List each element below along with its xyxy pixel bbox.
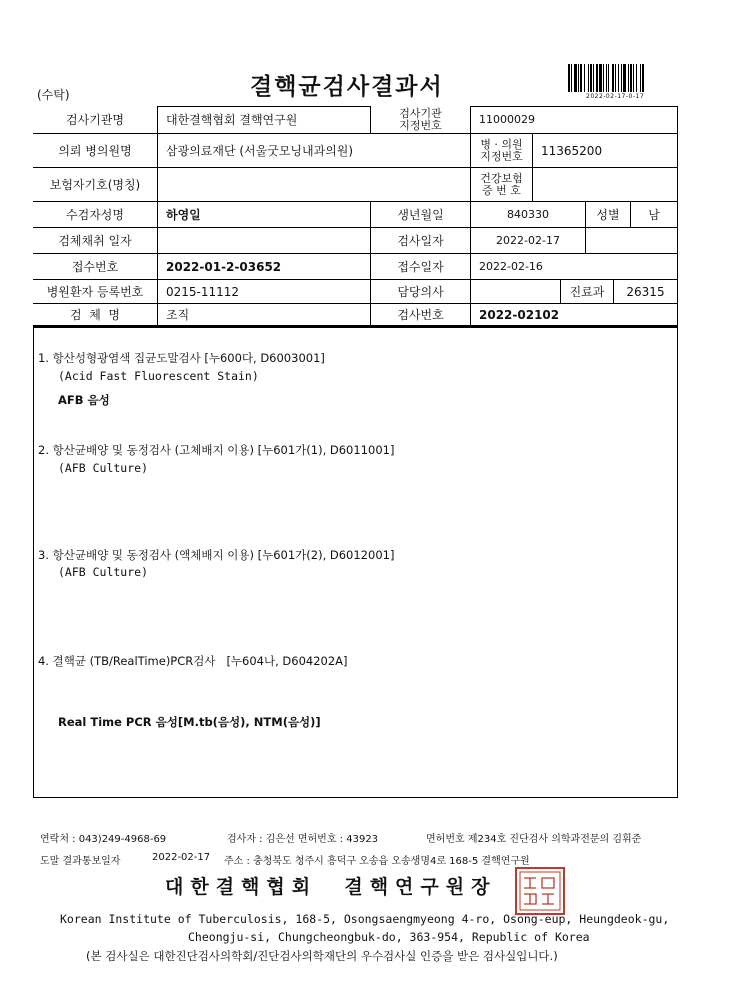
english-address-line-1: Korean Institute of Tuberculosis, 168-5, Osongsaengmyeong 4-ro, Osong-eup, Heungdeok-gu, bbox=[60, 912, 670, 926]
hospital-label: 의뢰 병의원명 bbox=[33, 134, 158, 168]
patient-name-label: 수검자성명 bbox=[33, 202, 158, 228]
insurance-label: 보험자기호(명칭) bbox=[33, 168, 158, 202]
result-3-subtitle: (AFB Culture) bbox=[58, 565, 149, 579]
inst-code-value: 11000029 bbox=[471, 106, 678, 134]
result-1-subtitle: (Acid Fast Fluorescent Stain) bbox=[58, 369, 259, 383]
patient-name-value: 하영일 bbox=[158, 202, 371, 228]
result-2-title: 2. 항산균배양 및 동정검사 (고체배지 이용) [누601가(1), D6011001] bbox=[38, 443, 395, 457]
specimen-label: 검 체 명 bbox=[33, 304, 158, 326]
hosp-code-label-1: 병 · 의원 bbox=[480, 137, 523, 151]
inst-code-label-1: 검사기관 bbox=[399, 106, 442, 120]
receipt-date-label: 접수일자 bbox=[371, 254, 471, 280]
institution-label: 검사기관명 bbox=[33, 106, 158, 134]
birth-date-label: 생년월일 bbox=[371, 202, 471, 228]
result-2-subtitle: (AFB Culture) bbox=[58, 461, 149, 475]
result-1-title: 1. 항산성형광염색 집균도말검사 [누600다, D6003001] bbox=[38, 351, 325, 365]
doctor-value bbox=[471, 280, 561, 304]
hosp-code-label bbox=[471, 134, 533, 168]
doctor-label: 담당의사 bbox=[371, 280, 471, 304]
empty-cell bbox=[586, 228, 678, 254]
results-section bbox=[33, 326, 678, 798]
receipt-date-value: 2022-02-16 bbox=[471, 254, 678, 280]
hosp-code-label-2: 지정번호 bbox=[480, 149, 523, 163]
test-date-label: 검사일자 bbox=[371, 228, 471, 254]
physician-license: 면허번호 제234호 진단검사 의학과전문의 김휘준 bbox=[426, 834, 642, 845]
result-3-title: 3. 항산균배양 및 동정검사 (액체배지 이용) [누601가(2), D6012001] bbox=[38, 548, 395, 562]
official-seal-icon bbox=[514, 866, 566, 916]
result-1-value: AFB 음성 bbox=[58, 393, 110, 407]
health-no-label-2: 증 번 호 bbox=[482, 183, 521, 197]
receipt-number-label: 접수번호 bbox=[33, 254, 158, 280]
birth-date-value: 840330 bbox=[471, 202, 586, 228]
test-date-value: 2022-02-17 bbox=[471, 228, 586, 254]
barcode-icon bbox=[567, 64, 671, 94]
hosp-code-value: 11365200 bbox=[533, 134, 678, 168]
contact-number: 연락처 : 043)249-4968-69 bbox=[40, 834, 167, 845]
receipt-number-value: 2022-01-2-03652 bbox=[158, 254, 371, 280]
department-label: 진료과 bbox=[561, 280, 614, 304]
test-number-value: 2022-02102 bbox=[471, 304, 678, 326]
result-4-title: 4. 결핵균 (TB/RealTime)PCR검사 [누604나, D604202A] bbox=[38, 654, 348, 668]
document-title: 결핵균검사결과서 bbox=[250, 74, 444, 100]
result-4-value: Real Time PCR 음성[M.tb(음성), NTM(음성)] bbox=[58, 715, 321, 729]
health-no-value bbox=[533, 168, 678, 202]
institute-head-title: 대한결핵협회 결핵연구원장 bbox=[165, 876, 497, 898]
request-type-tag: (수탁) bbox=[37, 88, 70, 102]
insurance-value bbox=[158, 168, 471, 202]
collection-date-value bbox=[158, 228, 371, 254]
inst-code-label bbox=[371, 106, 471, 134]
sex-value: 남 bbox=[631, 202, 678, 228]
institution-value: 대한결핵협회 결핵연구원 bbox=[158, 106, 371, 134]
health-no-label bbox=[471, 168, 533, 202]
collection-date-label: 검체채취 일자 bbox=[33, 228, 158, 254]
specimen-value: 조직 bbox=[158, 304, 371, 326]
hospital-value: 삼광의료재단 (서울굿모닝내과의원) bbox=[158, 134, 471, 168]
english-address-line-2: Cheongju-si, Chungcheongbuk-do, 363-954, Republic of Korea bbox=[188, 930, 590, 944]
registration-number-value: 0215-11112 bbox=[158, 280, 371, 304]
test-number-label: 검사번호 bbox=[371, 304, 471, 326]
certification-note: (본 검사실은 대한진단검사의학회/진단검사의학재단의 우수검사실 인증을 받은 검사실입니다.) bbox=[86, 949, 558, 963]
registration-number-label: 병원환자 등록번호 bbox=[33, 280, 158, 304]
sex-label: 성별 bbox=[586, 202, 631, 228]
department-value: 26315 bbox=[614, 280, 678, 304]
report-date-value: 2022-02-17 bbox=[152, 852, 211, 863]
patient-info-table bbox=[33, 106, 678, 326]
institute-address: 주소 : 충청북도 청주시 흥덕구 오송읍 오송생명4로 168-5 결핵연구원 bbox=[224, 856, 530, 867]
report-date-label: 도말 결과통보일자 bbox=[40, 856, 121, 867]
barcode-number: 2022-02-17-0-17 bbox=[586, 93, 645, 100]
health-no-label-1: 건강보험 bbox=[480, 171, 523, 185]
examiner-info: 검사자 : 김은선 면허번호 : 43923 bbox=[227, 834, 379, 845]
inst-code-label-2: 지정번호 bbox=[399, 118, 442, 132]
